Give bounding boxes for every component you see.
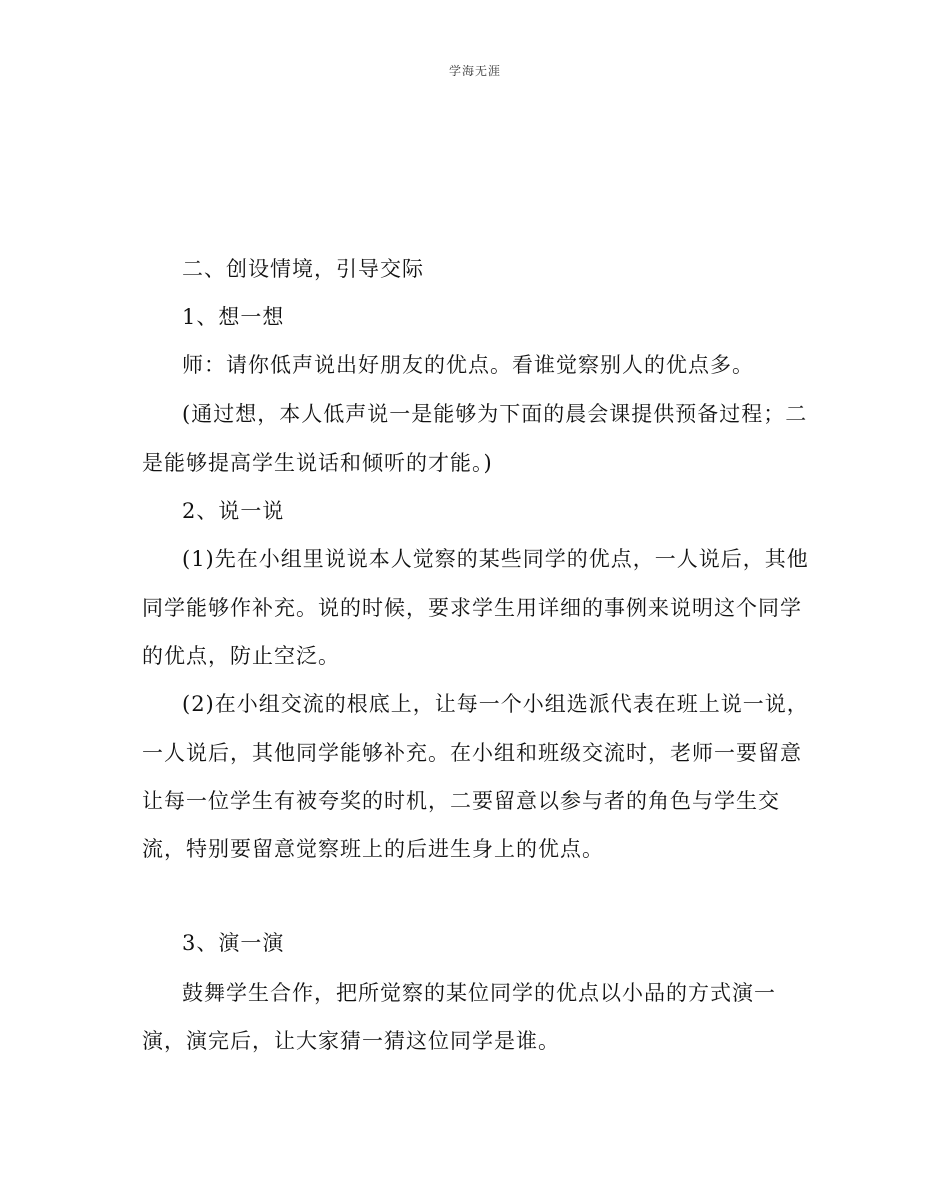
subsection-heading: 2、说一说 (182, 499, 285, 523)
paragraph-line: 演，演完后，让大家猜一猜这位同学是谁。 (142, 1029, 560, 1053)
paragraph-line: 让每一位学生有被夸奖的时机，二要留意以参与者的角色与学生交 (142, 789, 780, 813)
paragraph-line: 一人说后，其他同学能够补充。在小组和班级交流时，老师一要留意 (142, 741, 802, 765)
paragraph-line: 同学能够作补充。说的时候，要求学生用详细的事例来说明这个同学 (142, 596, 802, 620)
subsection-heading: 1、想一想 (182, 305, 285, 329)
paragraph-line: (1)先在小组里说说本人觉察的某些同学的优点，一人说后，其他 (182, 547, 809, 571)
paragraph-line: 师：请你低声说出好朋友的优点。看谁觉察别人的优点多。 (182, 353, 754, 377)
paragraph-line: 是能够提高学生说话和倾听的才能。) (142, 451, 493, 475)
section-heading: 二、创设情境，引导交际 (182, 257, 424, 281)
paragraph-line: (2)在小组交流的根底上，让每一个小组选派代表在班上说一说， (182, 692, 809, 716)
subsection-heading: 3、演一演 (182, 931, 285, 955)
paragraph-line: 的优点，防止空泛。 (142, 644, 340, 668)
paragraph-line: (通过想，本人低声说一是能够为下面的晨会课提供预备过程；二 (182, 402, 808, 426)
page-header: 学海无涯 (448, 64, 501, 78)
paragraph-line: 鼓舞学生合作，把所觉察的某位同学的优点以小品的方式演一 (182, 981, 776, 1005)
paragraph-line: 流，特别要留意觉察班上的后进生身上的优点。 (142, 837, 604, 861)
